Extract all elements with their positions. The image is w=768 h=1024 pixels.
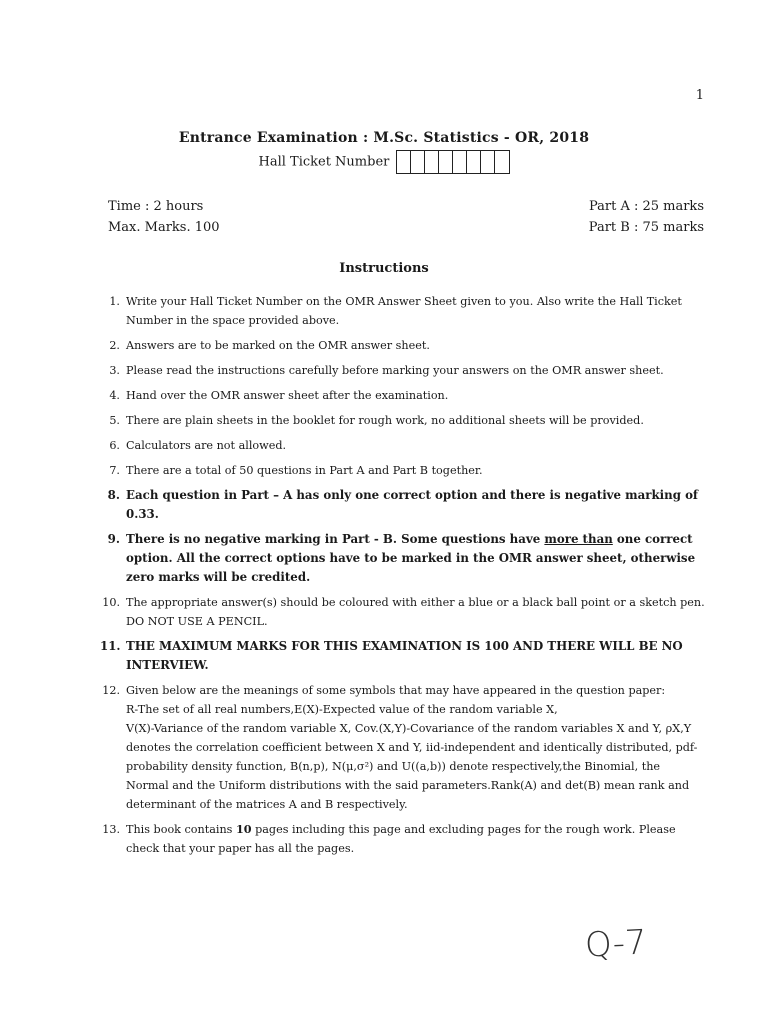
hall-ticket-row xyxy=(0,150,768,174)
exam-title: Entrance Examination : M.Sc. Statistics - OR, 2018 xyxy=(178,130,590,146)
page-number: 1 xyxy=(695,88,704,103)
instructions-list xyxy=(100,292,706,858)
instruction-item: 3. Please read the instructions carefully before marking your answers on the OMR answer sheet. xyxy=(109,364,664,377)
ticket-box[interactable] xyxy=(439,151,453,173)
hall-ticket-label: Hall Ticket Number xyxy=(258,154,390,170)
instruction-item: 4. Hand over the OMR answer sheet after the examination. xyxy=(109,389,449,402)
exam-time: Time : 2 hours xyxy=(108,199,204,214)
hall-ticket-boxes[interactable] xyxy=(396,150,510,174)
instructions-heading: Instructions xyxy=(339,261,429,276)
ticket-box[interactable] xyxy=(481,151,495,173)
instruction-item: 10. The appropriate answer(s) should be coloured with either a blue or a black ball point or a sketch pen. DO NOT USE A PENCIL. xyxy=(102,596,705,628)
underlined-text: more than xyxy=(544,532,613,546)
instruction-item: 6. Calculators are not allowed. xyxy=(109,439,287,452)
instruction-item: 8. Each question in Part – A has only one correct option and there is negative marking of 0.33. xyxy=(107,488,699,521)
ticket-box[interactable] xyxy=(411,151,425,173)
max-marks: Max. Marks. 100 xyxy=(108,220,220,235)
instruction-item: 5. There are plain sheets in the booklet for rough work, no additional sheets will be provided. xyxy=(109,414,644,427)
part-a-marks: Part A : 25 marks xyxy=(588,199,704,214)
instruction-item: 13. This book contains 10 pages including this page and excluding pages for the rough work. Please check that your paper has all the pages. xyxy=(102,822,676,855)
instruction-item: 1. Write your Hall Ticket Number on the OMR Answer Sheet given to you. Also write the Hall Ticket Number in the space provided above. xyxy=(109,295,682,327)
instruction-item: 2. Answers are to be marked on the OMR answer sheet. xyxy=(109,339,430,352)
handwritten-note: Q-7 xyxy=(583,922,648,966)
instruction-item: 11. THE MAXIMUM MARKS FOR THIS EXAMINATION IS 100 AND THERE WILL BE NO INTERVIEW. xyxy=(100,639,683,672)
meta-right xyxy=(589,196,704,238)
ticket-box[interactable] xyxy=(397,151,411,173)
instruction-item: 12. Given below are the meanings of some symbols that may have appeared in the question paper: R-The set of all real numbers,E(X)-Expected value of the random variable X, V(X)-Variance of the random variable X, Cov.(X,Y)-Covariance of the random variables X and Y, ρX,Y denotes the correlation coefficient between X and Y, iid-independent and identically distributed, pdf-probability density function, B(n,p), N(μ,σ²) and U((a,b)) denote respectively,the Binomial, the Normal and the Uniform distributions with the said parameters.Rank(A) and det(B) mean rank and determinant of the matrices A and B respectively. xyxy=(102,684,698,811)
instruction-item: 9. There is no negative marking in Part - B. Some questions have more than one correct option. All the correct options have to be marked in the OMR answer sheet, otherwise zero marks will be credited. xyxy=(107,532,696,584)
part-b-marks: Part B : 75 marks xyxy=(588,220,704,235)
ticket-box[interactable] xyxy=(453,151,467,173)
ticket-box[interactable] xyxy=(495,151,509,173)
ticket-box[interactable] xyxy=(425,151,439,173)
meta-left xyxy=(108,196,220,238)
ticket-box[interactable] xyxy=(467,151,481,173)
instruction-item: 7. There are a total of 50 questions in Part A and Part B together. xyxy=(109,464,483,477)
